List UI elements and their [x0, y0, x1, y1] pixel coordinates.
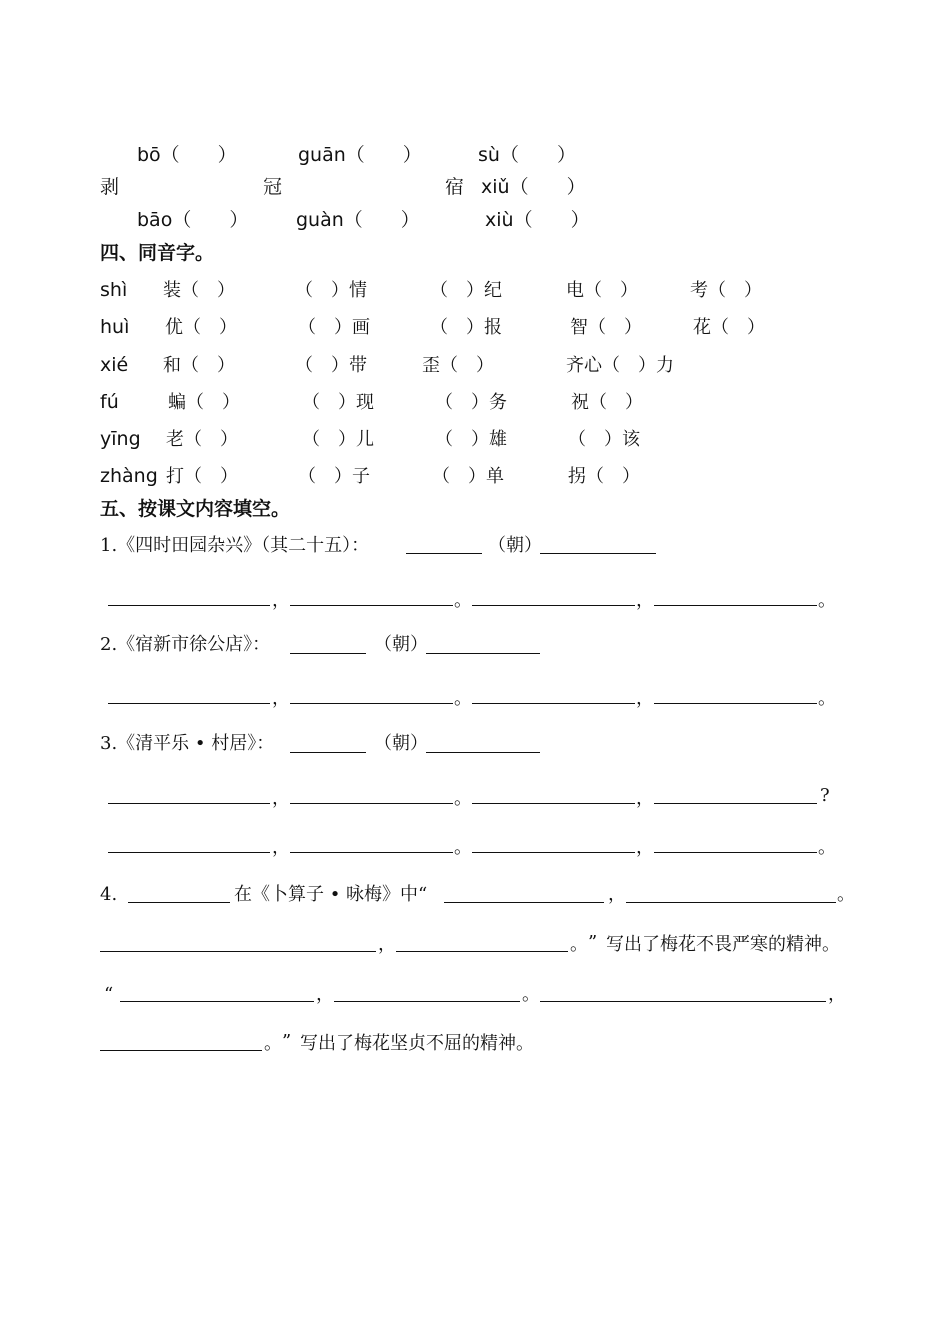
reading-xiu4: xiù（ ）	[485, 209, 590, 231]
open-quote: “	[104, 984, 114, 1005]
answer-blank[interactable]	[100, 951, 376, 952]
answer-blank[interactable]	[444, 902, 604, 903]
question-1: 1.《四时田园杂兴》（其二十五）：	[100, 535, 370, 556]
row-pinyin: huì	[100, 316, 130, 338]
reading-su: sù（ ）	[478, 144, 576, 166]
answer-blank[interactable]	[654, 852, 817, 853]
reading-xiu3: xiǔ（ ）	[481, 176, 586, 198]
comma: ，	[608, 884, 626, 905]
period: 。	[454, 788, 472, 809]
author-blank[interactable]	[290, 653, 366, 654]
period: 。	[454, 688, 472, 709]
char-guan: 冠	[263, 176, 283, 198]
period: 。	[570, 934, 588, 955]
blank-cell: 优（ ）	[165, 317, 237, 338]
char-su: 宿	[445, 176, 465, 198]
q4-sentence-2: 写出了梅花坚贞不屈的精神。	[300, 1033, 534, 1054]
answer-blank[interactable]	[396, 951, 568, 952]
section4-title: 四、同音字。	[100, 242, 215, 264]
answer-blank[interactable]	[472, 703, 635, 704]
answer-blank[interactable]	[654, 803, 817, 804]
close-quote: ”	[588, 932, 598, 953]
comma: ，	[272, 788, 290, 809]
reading-bao: bāo（ ）	[137, 209, 249, 231]
blank-cell: （ ）雄	[435, 429, 507, 450]
section5-title: 五、按课文内容填空。	[100, 498, 291, 520]
row-pinyin: zhàng	[100, 465, 158, 487]
blank-cell: （ ）画	[298, 317, 370, 338]
dynasty-blank[interactable]	[540, 553, 656, 554]
dynasty-label: （朝）	[374, 634, 428, 655]
answer-blank[interactable]	[472, 852, 635, 853]
comma: ，	[636, 688, 654, 709]
row-pinyin: fú	[100, 391, 119, 413]
blank-cell: （ ）务	[435, 392, 507, 413]
row-pinyin: xié	[100, 354, 129, 376]
blank-cell: （ ）报	[430, 317, 502, 338]
answer-blank[interactable]	[290, 605, 453, 606]
reading-guan4: guàn（ ）	[296, 209, 420, 231]
answer-blank[interactable]	[334, 1001, 520, 1002]
blank-cell: 歪（ ）	[422, 355, 494, 376]
dynasty-label: （朝）	[374, 733, 428, 754]
comma: ，	[378, 934, 396, 955]
blank-cell: （ ）带	[295, 355, 367, 376]
dynasty-blank[interactable]	[426, 752, 540, 753]
blank-cell: 打（ ）	[166, 466, 238, 487]
row-pinyin: yīng	[100, 428, 141, 450]
question-2: 2.《宿新市徐公店》：	[100, 634, 271, 655]
period: 。	[818, 837, 836, 858]
blank-cell: 装（ ）	[163, 280, 235, 301]
blank-cell: 拐（ ）	[568, 466, 640, 487]
answer-blank[interactable]	[290, 852, 453, 853]
question-4-text: 在《卜算子 • 咏梅》中“	[234, 884, 428, 905]
blank-cell: 祝（ ）	[571, 392, 643, 413]
author-blank[interactable]	[128, 902, 230, 903]
char-bo: 剥	[100, 176, 120, 198]
answer-blank[interactable]	[654, 703, 817, 704]
blank-cell: 齐心（ ）力	[566, 355, 674, 376]
answer-blank[interactable]	[654, 605, 817, 606]
comma: ，	[636, 837, 654, 858]
comma: ，	[272, 688, 290, 709]
dynasty-blank[interactable]	[426, 653, 540, 654]
answer-blank[interactable]	[108, 803, 270, 804]
blank-cell: 电（ ）	[566, 280, 638, 301]
close-quote: ”	[282, 1031, 292, 1052]
answer-blank[interactable]	[290, 703, 453, 704]
answer-blank[interactable]	[108, 605, 270, 606]
blank-cell: 蝙（ ）	[168, 392, 240, 413]
period: 。	[454, 590, 472, 611]
answer-blank[interactable]	[108, 703, 270, 704]
blank-cell: 花（ ）	[693, 317, 765, 338]
row-pinyin: shì	[100, 279, 128, 301]
blank-cell: （ ）纪	[430, 280, 502, 301]
comma: ，	[272, 837, 290, 858]
reading-guan1: guān（ ）	[298, 144, 422, 166]
q4-sentence-1: 写出了梅花不畏严寒的精神。	[606, 934, 840, 955]
dynasty-label: （朝）	[488, 535, 542, 556]
period: 。	[454, 837, 472, 858]
answer-blank[interactable]	[290, 803, 453, 804]
comma: ，	[272, 590, 290, 611]
period: 。	[818, 688, 836, 709]
question-3: 3.《清平乐 • 村居》：	[100, 733, 275, 754]
blank-cell: （ ）情	[295, 280, 367, 301]
reading-bo1: bō（ ）	[137, 144, 237, 166]
blank-cell: （ ）单	[432, 466, 504, 487]
answer-blank[interactable]	[108, 852, 270, 853]
blank-cell: （ ）现	[302, 392, 374, 413]
blank-cell: （ ）子	[298, 466, 370, 487]
period: 。	[837, 884, 855, 905]
period: 。	[818, 590, 836, 611]
answer-blank[interactable]	[472, 605, 635, 606]
question-4-number: 4.	[100, 884, 118, 905]
author-blank[interactable]	[290, 752, 366, 753]
blank-cell: 和（ ）	[163, 355, 235, 376]
author-blank[interactable]	[406, 553, 482, 554]
comma: ，	[636, 590, 654, 611]
blank-cell: （ ）儿	[302, 429, 374, 450]
answer-blank[interactable]	[472, 803, 635, 804]
blank-cell: （ ）该	[568, 429, 640, 450]
period: 。	[264, 1033, 282, 1054]
blank-cell: 智（ ）	[570, 317, 642, 338]
answer-blank[interactable]	[100, 1050, 262, 1051]
question-mark: ?	[820, 785, 830, 806]
blank-cell: 老（ ）	[166, 429, 238, 450]
comma: ，	[828, 984, 846, 1005]
comma: ，	[316, 984, 334, 1005]
answer-blank[interactable]	[626, 902, 836, 903]
answer-blank[interactable]	[540, 1001, 826, 1002]
answer-blank[interactable]	[120, 1001, 314, 1002]
blank-cell: 考（ ）	[690, 280, 762, 301]
comma: ，	[636, 788, 654, 809]
period: 。	[522, 984, 540, 1005]
